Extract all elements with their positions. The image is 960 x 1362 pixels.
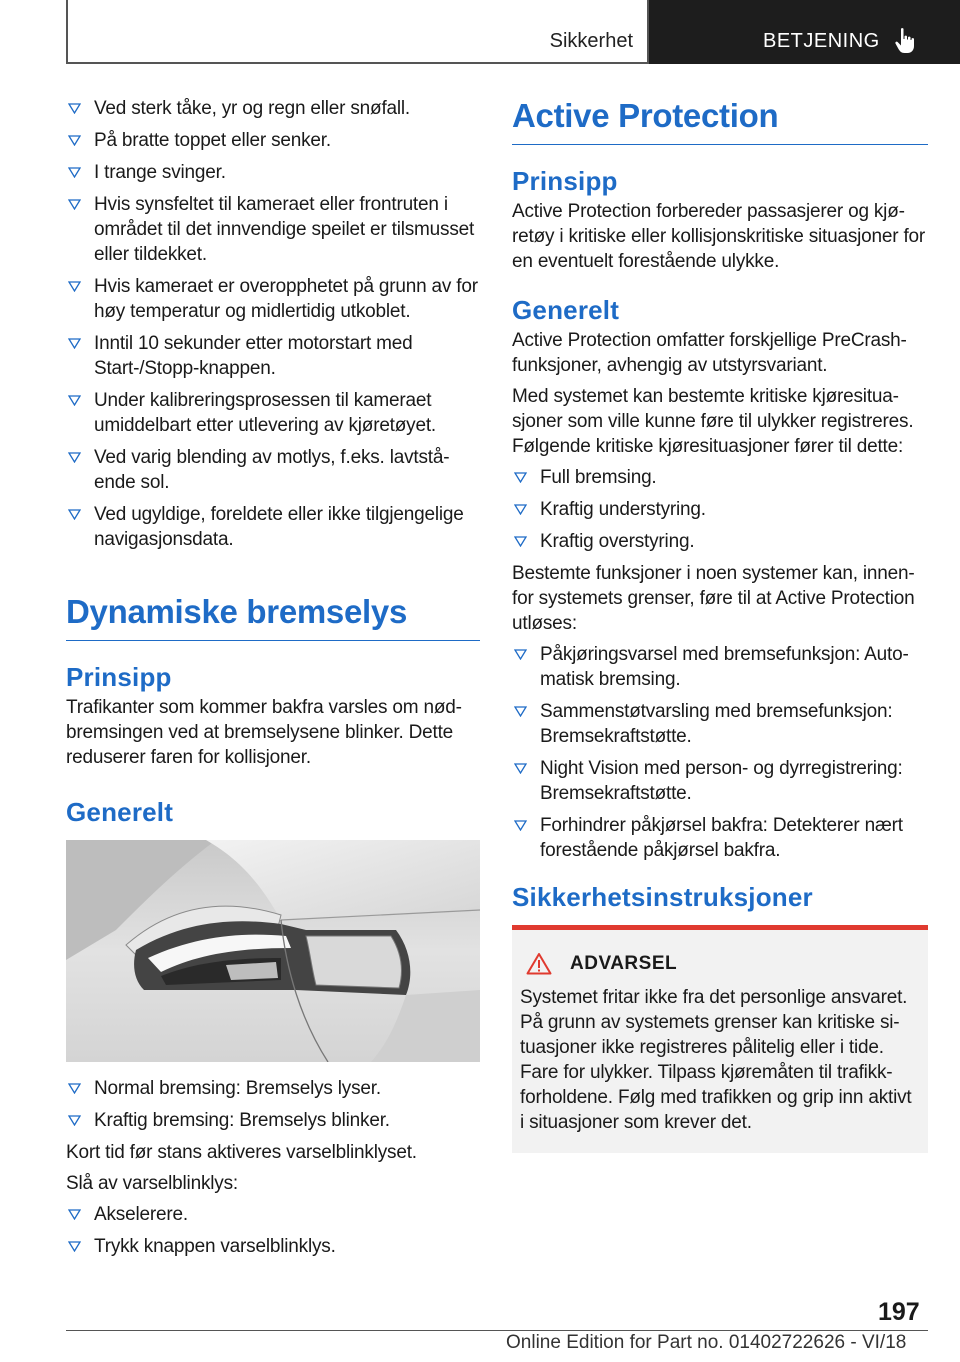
- warning-triangle-icon: [526, 952, 552, 975]
- list-item: Night Vision med person- og dyrregistrering: Bremsekraftstøtte.: [512, 756, 928, 806]
- bullet-triangle-icon: [514, 536, 527, 547]
- list-item: Normal bremsing: Bremselys lyser.: [66, 1076, 480, 1101]
- heading-generelt: Generelt: [66, 797, 174, 827]
- list-item: Hvis synsfeltet til kameraet eller frontruten i området til det innvendige speilet er tilsmusset eller tildekket.: [66, 192, 480, 267]
- bullet-triangle-icon: [68, 509, 81, 520]
- bullet-triangle-icon: [514, 763, 527, 774]
- generelt-paragraph-1: Active Protection omfatter forskjellige PreCrash-funksjoner, avhengig av utstyrsvariant.: [512, 330, 907, 376]
- generelt-paragraph-3: Bestemte funksjoner i noen systemer kan, innenfor systemets grenser, føre til at Active Protection utløses:: [512, 563, 915, 634]
- page-header: [0, 0, 960, 66]
- brake-behaviour-list: [66, 1076, 480, 1133]
- bullet-triangle-icon: [514, 472, 527, 483]
- heading-generelt: Generelt: [512, 295, 620, 325]
- hazard-off-list: [66, 1202, 480, 1259]
- list-item: Akselerere.: [66, 1202, 480, 1227]
- bullet-triangle-icon: [68, 1083, 81, 1094]
- prinsipp-text: Trafikanter som kommer bakfra varsles om nødbremsingen ved at bremselysene blinker. Dette reduserer faren for kollisjoner.: [66, 697, 462, 768]
- hazard-activation-text: Kort tid før stans aktiveres varselblinklyset.: [66, 1142, 417, 1163]
- list-item: Hvis kameraet er overopphetet på grunn av for høy temperatur og midlertidig utkoblet.: [66, 274, 480, 324]
- bullet-triangle-icon: [514, 504, 527, 515]
- warning-box: [512, 925, 928, 1153]
- warning-label: ADVARSEL: [570, 952, 678, 974]
- bullet-triangle-icon: [68, 135, 81, 146]
- list-item: Ved varig blending av motlys, f.eks. lavtstående sol.: [66, 445, 480, 495]
- trigger-functions-list: [512, 642, 928, 863]
- footer-edition: Online Edition for Part no. 01402722626 - VI/18: [506, 1332, 907, 1353]
- heading-prinsipp: Prinsipp: [512, 166, 618, 196]
- left-column: [66, 96, 480, 1266]
- header-section-tab: [66, 0, 649, 64]
- chapter-title: BETJENING: [763, 30, 880, 52]
- bullet-triangle-icon: [68, 395, 81, 406]
- bullet-triangle-icon: [514, 649, 527, 660]
- camera-limit-list: [66, 96, 480, 552]
- bullet-triangle-icon: [68, 281, 81, 292]
- critical-situations-list: [512, 465, 928, 554]
- heading-prinsipp: Prinsipp: [66, 662, 172, 692]
- list-item: Sammenstøtvarsling med bremsefunksjon: Bremsekraftstøtte.: [512, 699, 928, 749]
- section-title-dynamic-brake-lights: Dynamiske bremselys: [66, 592, 480, 641]
- list-item: Forhindrer påkjørsel bakfra: Detekterer nært forestående påkjørsel bakfra.: [512, 813, 928, 863]
- hand-pointer-icon: [894, 27, 916, 55]
- warning-text: Systemet fritar ikke fra det personlige ansvaret. På grunn av systemets grenser kan kritiske situasjoner ikke registreres pålitelig eller i tide. Fare for ulykker. Tilpass kjøremåten til trafikkforholdene. Følg med trafikken og grip inn aktivt i situasjoner som krever det.: [520, 987, 912, 1133]
- bullet-triangle-icon: [514, 820, 527, 831]
- right-column: [512, 96, 928, 1153]
- list-item: Ved ugyldige, foreldete eller ikke tilgjengelige navigasjonsdata.: [66, 502, 480, 552]
- bullet-triangle-icon: [68, 103, 81, 114]
- prinsipp-text: Active Protection forbereder passasjerer og kjøretøy i kritiske eller kollisjonskritiske situasjoner for en eventuelt forestående ulykke.: [512, 201, 926, 272]
- footer-divider: [66, 1330, 928, 1331]
- section-title: Sikkerhet: [549, 30, 633, 52]
- list-item: Kraftig understyring.: [512, 497, 928, 522]
- heading-safety-instructions: Sikkerhetsinstruksjoner: [512, 882, 813, 912]
- list-item: På bratte toppet eller senker.: [66, 128, 480, 153]
- list-item: I trange svinger.: [66, 160, 480, 185]
- bullet-triangle-icon: [68, 1115, 81, 1126]
- hazard-off-text: Slå av varselblinklys:: [66, 1173, 238, 1194]
- bullet-triangle-icon: [68, 452, 81, 463]
- list-item: Kraftig overstyring.: [512, 529, 928, 554]
- list-item: Trykk knappen varselblinklys.: [66, 1234, 480, 1259]
- list-item: Påkjøringsvarsel med bremsefunksjon: Automatisk bremsing.: [512, 642, 928, 692]
- header-chapter-tab: [649, 0, 960, 64]
- bullet-triangle-icon: [68, 338, 81, 349]
- list-item: Ved sterk tåke, yr og regn eller snøfall.: [66, 96, 480, 121]
- tail-light-illustration: [66, 840, 480, 1062]
- page-number: 197: [878, 1298, 920, 1326]
- bullet-triangle-icon: [68, 199, 81, 210]
- bullet-triangle-icon: [68, 1241, 81, 1252]
- bullet-triangle-icon: [68, 167, 81, 178]
- list-item: Full bremsing.: [512, 465, 928, 490]
- list-item: Inntil 10 sekunder etter motorstart med Start-/Stopp-knappen.: [66, 331, 480, 381]
- bullet-triangle-icon: [68, 1209, 81, 1220]
- warning-header: [520, 952, 920, 975]
- generelt-paragraph-2: Med systemet kan bestemte kritiske kjøresituasjoner som ville kunne føre til ulykker registreres. Følgende kritiske kjøresituasjoner fører til dette:: [512, 386, 914, 457]
- section-title-active-protection: Active Protection: [512, 96, 928, 145]
- list-item: Kraftig bremsing: Bremselys blinker.: [66, 1108, 480, 1133]
- list-item: Under kalibreringsprosessen til kameraet umiddelbart etter utlevering av kjøretøyet.: [66, 388, 480, 438]
- bullet-triangle-icon: [514, 706, 527, 717]
